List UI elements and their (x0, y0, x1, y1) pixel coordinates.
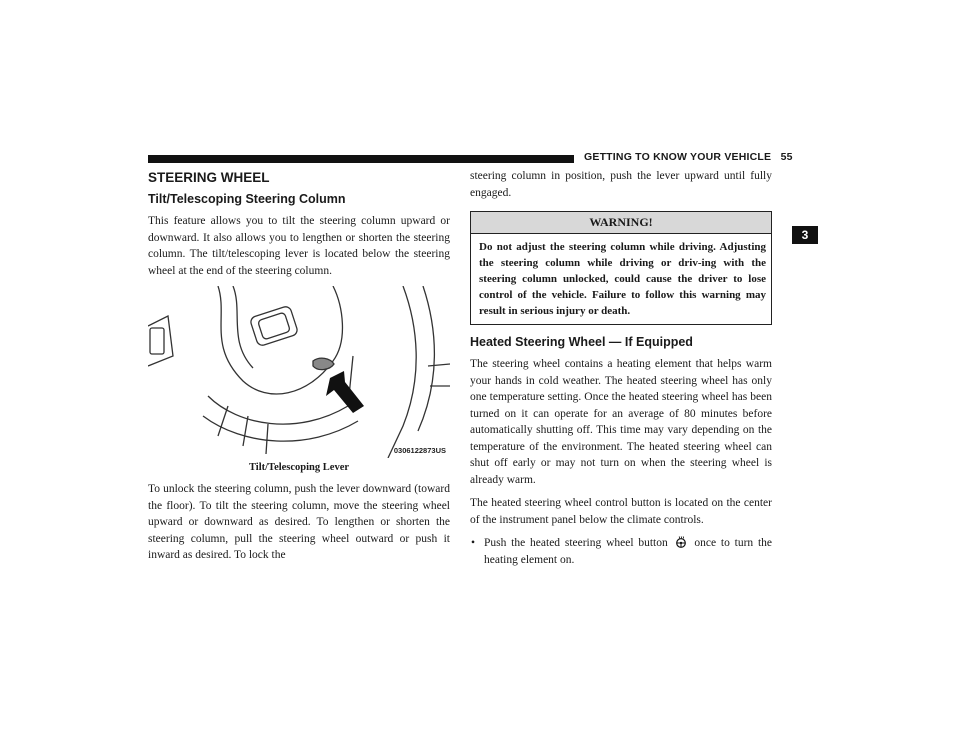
bullet-text-before: Push the heated steering wheel button (484, 537, 668, 549)
subsection-title: Tilt/Telescoping Steering Column (148, 192, 346, 206)
warning-text: Do not adjust the steering column while driving. Adjusting the steering column while driving or driv-ing with the steering column unlocked, could cause the driver to lose control of the vehicle. Failure to follow this warning may result in serious injury or death. (479, 241, 766, 317)
header-rule (148, 155, 574, 163)
warning-title: WARNING! (471, 212, 771, 234)
bullet-text-after: once to turn the heating element on. (484, 537, 773, 566)
warning-box (470, 211, 772, 325)
heated-paragraph-2: The heated steering wheel control button is located on the center of the instrument panel below the climate controls. (470, 497, 772, 526)
unlock-paragraph: To unlock the steering column, push the lever downward (toward the floor). To tilt the steering column, move the steering wheel upward or downward as desired. To lengthen or shorten the steering column, pull the steering wheel outward or push it inward as desired. To lock the (148, 483, 450, 561)
left-column (148, 168, 450, 571)
steering-column-illustration (148, 286, 450, 458)
figure-caption: Tilt/Telescoping Lever (248, 462, 350, 473)
page-number: 55 (780, 151, 793, 163)
right-column (470, 168, 772, 575)
intro-paragraph: This feature allows you to tilt the steering column upward or downward. It also allows you to lengthen or shorten the steering column. The tilt/telescoping lever is located below the steering wheel at the end of the steering column. (148, 215, 450, 277)
continued-paragraph: steering column in position, push the lever upward until fully engaged. (470, 170, 772, 199)
bullet-item (470, 535, 772, 568)
heated-wheel-title: Heated Steering Wheel — If Equipped (470, 335, 693, 349)
tilt-lever-figure (148, 286, 450, 458)
chapter-tab[interactable]: 3 (792, 226, 818, 244)
bullet-dot: • (471, 537, 476, 549)
section-title: STEERING WHEEL (148, 170, 270, 185)
figure-code: 0306122873US (393, 446, 446, 455)
heated-steering-wheel-icon (675, 536, 687, 548)
heated-paragraph-1: The steering wheel contains a heating element that helps warm your hands in cold weather. The heated steering wheel has only one temperature setting. Once the heated steering wheel has been turned on it can operate for an average of 80 minutes before automatically shutting off. This time may vary depending on the temperature of the environment. The heated steering wheel can shut off early or may not turn on when the steering wheel is already warm. (470, 358, 772, 486)
running-header (584, 151, 793, 165)
header-section: GETTING TO KNOW YOUR VEHICLE (584, 151, 772, 163)
